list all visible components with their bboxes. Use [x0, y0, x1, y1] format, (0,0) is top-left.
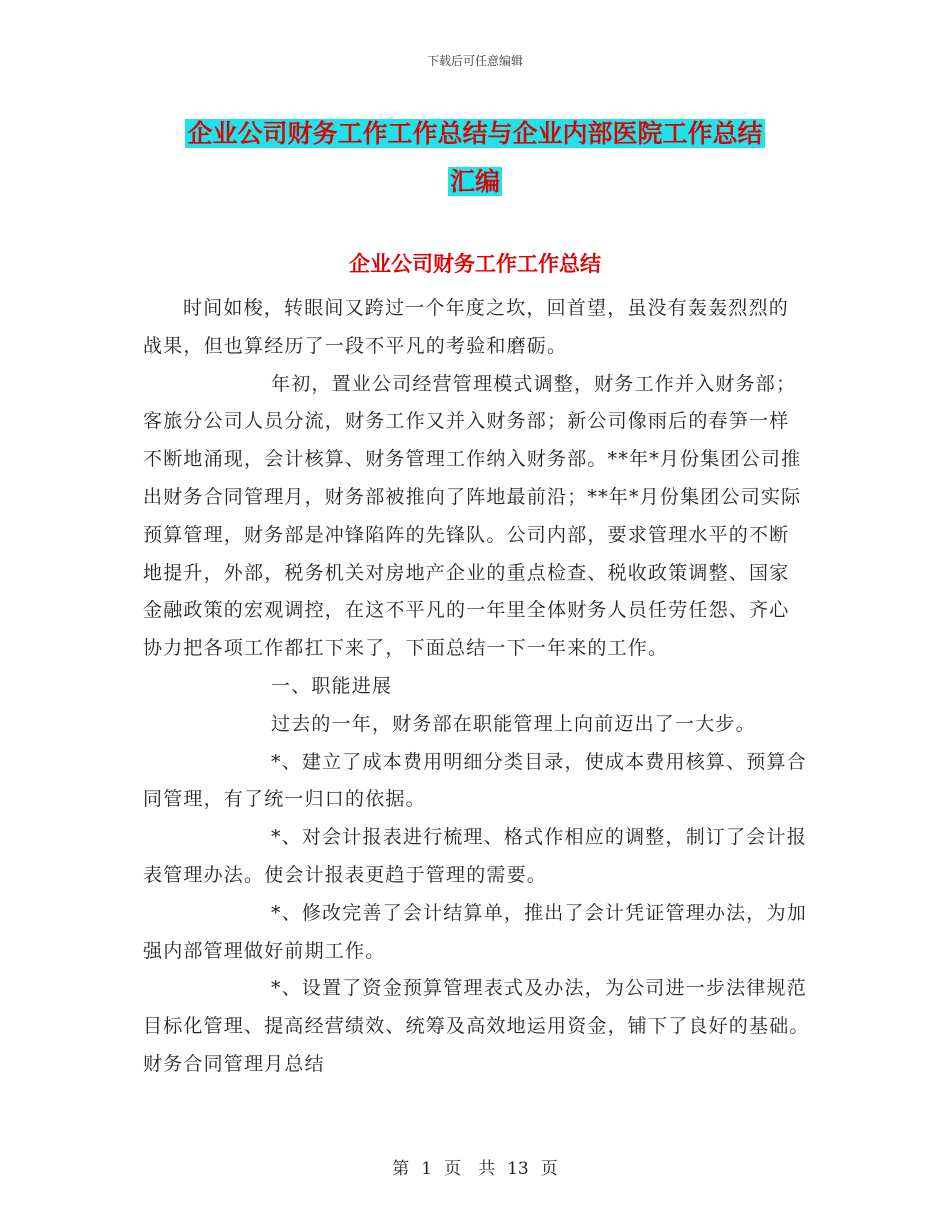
- section-title: 企业公司财务工作工作总结: [349, 251, 601, 276]
- paragraph-overview: 年初，置业公司经营管理模式调整，财务工作并入财务部；客旅分公司人员分流，财务工作又并入财务部；新公司像雨后的春笋一样不断地涌现，会计核算、财务管理工作纳入财务部。**年*月份集团公司推出财务合同管理月，财务部被推向了阵地最前沿；**年*月份集团公司实际预算管理，财务部是冲锋陷阵的先锋队。公司内部，要求管理水平的不断地提升，外部，税务机关对房地产企业的重点检查、税收政策调整、国家金融政策的宏观调控，在这不平凡的一年里全体财务人员任劳任怨、齐心协力把各项工作都扛下来了，下面总结一下一年来的工作。: [143, 372, 802, 660]
- footer-suffix: 页: [540, 1159, 558, 1179]
- document-body: [143, 290, 861, 1084]
- header-note: 下载后可任意编辑: [426, 54, 523, 68]
- section-heading-functions: 一、职能进展: [271, 674, 393, 697]
- footer-prefix: 第: [392, 1159, 410, 1179]
- paragraph-functions-summary: 过去的一年，财务部在职能管理上向前迈出了一大步。: [271, 712, 756, 735]
- list-item: *、对会计报表进行梳理、格式作相应的调整，制订了会计报表管理办法。使会计报表更趋于管理的需要。: [143, 826, 807, 886]
- list-item: *、修改完善了会计结算单，推出了会计凭证管理办法，为加强内部管理做好前期工作。: [143, 901, 807, 962]
- page-footer: [0, 1154, 950, 1179]
- total-pages: 13: [507, 1159, 529, 1179]
- document-title-line-2: 汇编: [449, 167, 500, 196]
- document-title-line-1: 企业公司财务工作工作总结与企业内部医院工作总结: [187, 119, 763, 148]
- page-number: 1: [421, 1159, 433, 1179]
- document-title: [0, 110, 950, 206]
- paragraph-intro: 时间如梭，转眼间又跨过一个年度之坎，回首望，虽没有轰轰烈烈的战果，但也算经历了一段不平凡的考验和磨砺。: [143, 297, 790, 357]
- list-item: *、设置了资金预算管理表式及办法，为公司进一步法律规范目标化管理、提高经营绩效、统筹及高效地运用资金，铺下了良好的基础。 财务合同管理月总结: [143, 977, 861, 1075]
- footer-middle: 页 共: [444, 1159, 496, 1179]
- list-item: *、建立了成本费用明细分类目录，使成本费用核算、预算合同管理，有了统一归口的依据。: [143, 750, 807, 811]
